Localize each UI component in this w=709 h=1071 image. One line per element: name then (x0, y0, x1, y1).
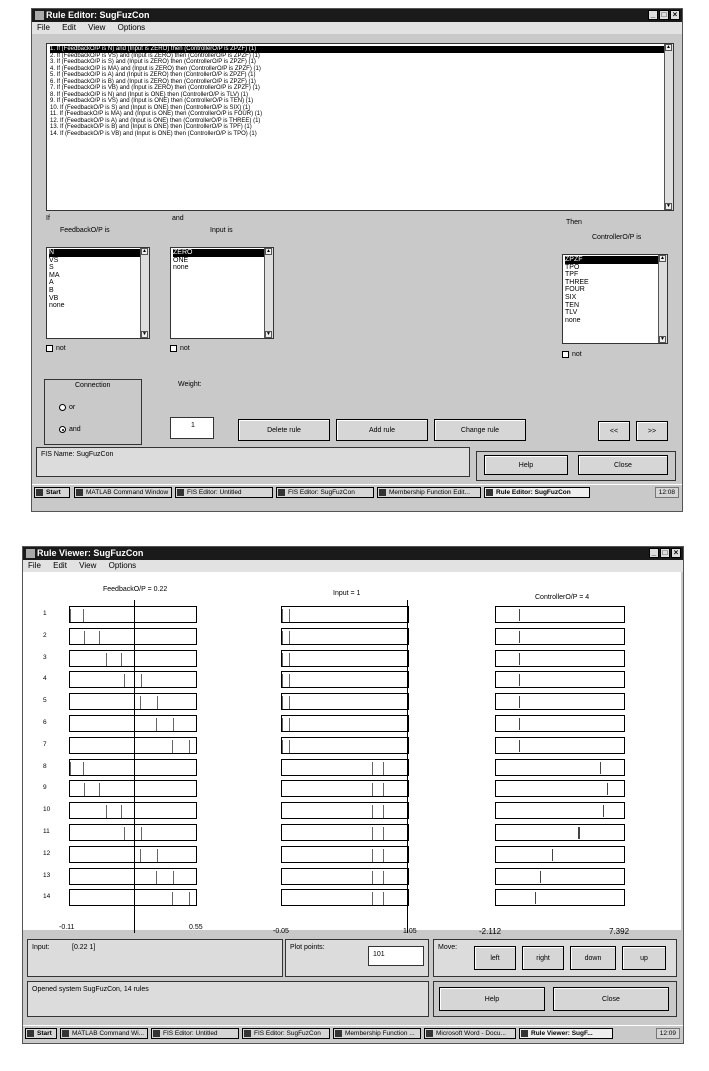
plot-points-panel (285, 939, 429, 977)
rule-item[interactable]: 1. If (FeedbackO/P is N) and (Input is ZERO) then (ControllerO/P is ZPZF) (1) (50, 46, 670, 53)
list-item[interactable]: MA (49, 271, 60, 279)
controller-mf-plot (495, 780, 625, 797)
move-panel (433, 939, 677, 977)
matlab-icon (76, 489, 83, 496)
menu-view[interactable]: View (88, 23, 106, 32)
mf-shape (282, 609, 290, 622)
mf-shape (372, 783, 384, 796)
connection-label: Connection (75, 382, 111, 389)
rule-item[interactable]: 9. If (FeedbackO/P is VS) and (Input is ONE) then (ControllerO/P is TEN) (1) (50, 98, 254, 104)
weight-input[interactable] (170, 417, 214, 439)
input-mf-plot (281, 737, 409, 754)
input-mf-plot (281, 606, 409, 623)
feedback-mf-plot (69, 868, 197, 885)
feedback-mf-plot (69, 846, 197, 863)
rule-item[interactable]: 12. If (FeedbackO/P is A) and (Input is ONE) then (ControllerO/P is THREE) (1) (50, 117, 261, 124)
mf-shape (84, 783, 100, 796)
move-label: Move: (438, 944, 458, 951)
mf-shape (372, 827, 384, 840)
mf-shape (70, 609, 84, 622)
controller-header: ControllerO/P = 4 (535, 594, 590, 601)
rule-row-number: 12 (43, 849, 51, 857)
mf-shape (140, 696, 158, 709)
controller-output-line (519, 674, 520, 686)
feedback-mf-plot (69, 606, 197, 623)
input-not-checkbox[interactable] (170, 345, 177, 352)
controller-mf-plot (495, 889, 625, 906)
scroll-up-icon[interactable]: ▲ (142, 248, 147, 254)
controller-output-line (535, 892, 536, 904)
controller-scrollbar[interactable] (658, 255, 667, 343)
list-item[interactable]: ZPZF (565, 256, 665, 264)
change-rule-button[interactable]: Change rule (434, 419, 526, 441)
list-item[interactable]: N (49, 249, 147, 257)
move-left-button[interactable]: left (474, 946, 516, 970)
mf-shape (70, 762, 84, 775)
feedback-mf-plot (69, 628, 197, 645)
controller-not-label: not (572, 351, 582, 358)
mf-shape (124, 674, 142, 687)
mf-shape (282, 631, 290, 644)
rule-row-number: 14 (43, 893, 51, 901)
controller-output-line (578, 827, 580, 839)
controller-mf-plot (495, 802, 625, 819)
rule-row-number: 9 (43, 784, 47, 792)
taskbar-clock: 12:08 (655, 487, 679, 498)
scroll-up-icon[interactable]: ▲ (660, 255, 665, 261)
controller-mf-plot (495, 737, 625, 754)
plot-points-value: 101 (373, 951, 385, 958)
list-item[interactable]: TPO (565, 263, 580, 271)
move-right-button[interactable]: right (522, 946, 564, 970)
mf-shape (282, 718, 290, 731)
mf-shape (140, 849, 158, 862)
taskbar-item-matlab[interactable]: MATLAB Command Window (74, 487, 172, 498)
taskbar-item-fis-untitled[interactable]: FIS Editor: Untitled (175, 487, 273, 498)
menu-edit[interactable]: Edit (53, 561, 67, 570)
taskbar-item-mf-editor[interactable]: Membership Function Edit... (377, 487, 481, 498)
rule-editor-window (31, 8, 683, 512)
menu-file[interactable]: File (28, 561, 41, 570)
scroll-down-icon[interactable]: ▼ (266, 331, 271, 337)
controller-output-line (552, 849, 553, 861)
mf-shape (172, 740, 190, 753)
rule-row-number: 1 (43, 610, 47, 617)
status-text: Opened system SugFuzCon, 14 rules (32, 986, 149, 993)
rule-row-number: 4 (43, 675, 47, 683)
scroll-up-icon[interactable]: ▲ (666, 44, 671, 50)
fis-name-panel (36, 447, 470, 477)
feedback-axis-max: 0.55 (189, 924, 203, 931)
feedback-not-label: not (56, 345, 66, 352)
scroll-down-icon[interactable]: ▼ (660, 336, 665, 342)
input-panel (27, 939, 283, 977)
scroll-down-icon[interactable]: ▼ (666, 203, 671, 209)
taskbar-clock: 12:09 (656, 1028, 680, 1039)
rule-row-number: 2 (43, 631, 47, 639)
rule-item[interactable]: 8. If (FeedbackO/P is N) and (Input is ONE) then (ControllerO/P is TLV) (1) (50, 91, 248, 98)
list-item[interactable]: ZERO (173, 249, 271, 257)
input-axis-max: 1.05 (403, 928, 417, 935)
maximize-icon[interactable]: □ (660, 548, 670, 558)
rule-row-number: 10 (43, 806, 51, 814)
viewer-close-button[interactable]: Close (553, 987, 669, 1011)
mf-shape (372, 871, 384, 884)
list-item[interactable]: THREE (565, 278, 589, 286)
feedback-header: FeedbackO/P = 0.22 (103, 586, 168, 593)
input-value[interactable]: [0.22 1] (72, 944, 96, 951)
list-item[interactable]: ONE (173, 256, 189, 264)
fis-icon (486, 489, 493, 496)
feedback-axis-min: -0.11 (59, 924, 75, 931)
taskbar-item-mf[interactable]: Membership Function ... (333, 1028, 421, 1039)
input-scrollbar[interactable] (264, 248, 273, 338)
taskbar-item-matlab[interactable]: MATLAB Command Wi... (60, 1028, 148, 1039)
taskbar-item-rule-editor[interactable]: Rule Editor: SugFuzCon (484, 487, 590, 498)
rule-list[interactable] (46, 43, 674, 211)
rule-row-number: 11 (43, 828, 50, 835)
windows-icon (36, 489, 43, 496)
mf-shape (372, 762, 384, 775)
feedback-mf-plot (69, 802, 197, 819)
controller-axis-min: -2.112 (479, 927, 502, 936)
matlab-icon (35, 11, 44, 20)
taskbar-item-fis-sugfuzcon[interactable]: FIS Editor: SugFuzCon (242, 1028, 330, 1039)
rule-item[interactable]: 6. If (FeedbackO/P is B) and (Input is ZERO) then (ControllerO/P is ZPZF) (1) (50, 78, 256, 85)
editor-menubar (32, 22, 682, 34)
controller-mf-plot (495, 606, 625, 623)
rule-item[interactable]: 5. If (FeedbackO/P is A) and (Input is ZERO) then (ControllerO/P is ZPZF) (1) (50, 72, 256, 78)
input-mf-plot (281, 693, 409, 710)
move-down-button[interactable]: down (570, 946, 616, 970)
input-input-line (407, 600, 408, 933)
controller-mf-plot (495, 650, 625, 667)
controller-listbox[interactable] (562, 254, 668, 344)
controller-mf-plot (495, 846, 625, 863)
input-mf-plot (281, 846, 409, 863)
move-up-button[interactable]: up (622, 946, 666, 970)
input-mf-plot (281, 889, 409, 906)
feedback-mf-plot (69, 693, 197, 710)
taskbar-item-fis-sugfuzcon[interactable]: FIS Editor: SugFuzCon (276, 487, 374, 498)
editor-title: Rule Editor: SugFuzCon (46, 10, 150, 20)
feedback-mf-plot (69, 759, 197, 776)
list-item[interactable]: none (565, 316, 581, 324)
feedback-input-line (134, 600, 135, 933)
input-axis-min: -0.05 (273, 928, 289, 935)
list-item[interactable]: A (49, 279, 54, 287)
mf-shape (372, 849, 384, 862)
feedback-mf-plot (69, 671, 197, 688)
rule-row-number: 7 (43, 740, 47, 748)
rule-row-number: 8 (43, 762, 47, 770)
fis-icon (244, 1030, 251, 1037)
plot-points-input[interactable] (368, 946, 424, 966)
minimize-icon[interactable]: _ (649, 548, 659, 558)
list-item[interactable]: TPF (565, 271, 579, 279)
rule-viewer-window (22, 546, 684, 1044)
controller-mf-plot (495, 868, 625, 885)
rule-item[interactable]: 13. If (FeedbackO/P is B) and (Input is ONE) then (ControllerO/P is TPF) (1) (50, 124, 252, 130)
controller-mf-plot (495, 693, 625, 710)
input-mf-plot (281, 650, 409, 667)
controller-output-line (519, 740, 520, 752)
feedback-mf-plot (69, 780, 197, 797)
editor-titlebar[interactable] (32, 9, 682, 22)
list-item[interactable]: none (173, 264, 189, 272)
status-panel (27, 981, 429, 1017)
feedback-scrollbar[interactable] (140, 248, 149, 338)
mf-shape (156, 871, 174, 884)
menu-edit[interactable]: Edit (62, 23, 76, 32)
list-item[interactable]: SIX (565, 293, 577, 301)
if-label: If (46, 215, 50, 222)
menu-options[interactable]: Options (108, 561, 137, 570)
weight-value: 1 (191, 422, 195, 429)
plot-points-label: Plot points: (290, 944, 325, 951)
feedback-not-checkbox[interactable] (46, 345, 53, 352)
feedback-mf-plot (69, 715, 197, 732)
feedback-label: FeedbackO/P is (60, 227, 110, 234)
mf-shape (124, 827, 142, 840)
fis-icon (278, 489, 285, 496)
mf-shape (372, 805, 384, 818)
feedback-mf-plot (69, 737, 197, 754)
close-icon[interactable]: × (670, 10, 680, 20)
next-button[interactable]: >> (636, 421, 668, 441)
start-button[interactable]: Start (34, 487, 70, 498)
or-radio[interactable] (59, 404, 66, 411)
editor-taskbar (32, 484, 682, 500)
taskbar-item-word[interactable]: Microsoft Word - Docu... (424, 1028, 516, 1039)
connection-group (44, 379, 142, 445)
rule-item[interactable]: 2. If (FeedbackO/P is VS) and (Input is ZERO) then (ControllerO/P is ZPZF) (1) (50, 52, 260, 59)
fis-icon (177, 489, 184, 496)
viewer-title: Rule Viewer: SugFuzCon (37, 548, 144, 558)
rule-item[interactable]: 10. If (FeedbackO/P is S) and (Input is ONE) then (ControllerO/P is SIX) (1) (50, 104, 251, 111)
rule-item[interactable]: 11. If (FeedbackO/P is MA) and (Input is ONE) then (ControllerO/P is FOUR) (1) (50, 111, 263, 117)
menu-options[interactable]: Options (117, 23, 146, 32)
mf-shape (372, 892, 384, 905)
help-button[interactable]: Help (484, 455, 568, 475)
menu-file[interactable]: File (37, 23, 50, 32)
list-item[interactable]: TEN (565, 301, 579, 309)
list-item[interactable]: S (49, 264, 54, 272)
scroll-up-icon[interactable]: ▲ (266, 248, 271, 254)
add-rule-button[interactable]: Add rule (336, 419, 428, 441)
rule-item[interactable]: 3. If (FeedbackO/P is S) and (Input is ZERO) then (ControllerO/P is ZPZF) (1) (50, 59, 256, 65)
controller-label: ControllerO/P is (592, 234, 642, 241)
viewer-menubar (23, 560, 683, 572)
controller-mf-plot (495, 671, 625, 688)
close-button[interactable]: Close (578, 455, 668, 475)
rule-item[interactable]: 4. If (FeedbackO/P is MA) and (Input is ZERO) then (ControllerO/P is ZPZF) (1) (50, 65, 261, 72)
feedback-mf-plot (69, 650, 197, 667)
mf-shape (282, 653, 290, 666)
fis-name: FIS Name: SugFuzCon (41, 451, 114, 458)
fis-icon (335, 1030, 342, 1037)
fis-icon (379, 489, 386, 496)
controller-output-line (600, 762, 601, 774)
or-label: or (69, 404, 76, 411)
menu-view[interactable]: View (79, 561, 97, 570)
mf-shape (282, 740, 290, 753)
mf-shape (172, 892, 190, 905)
maximize-icon[interactable]: □ (659, 10, 669, 20)
fis-icon (153, 1030, 160, 1037)
input-label: Input: (32, 944, 50, 951)
rule-list-scrollbar[interactable] (664, 44, 673, 210)
controller-mf-plot (495, 759, 625, 776)
viewer-help-button[interactable]: Help (439, 987, 545, 1011)
mf-shape (106, 805, 122, 818)
controller-output-line (519, 718, 520, 730)
taskbar-item-fis-untitled[interactable]: FIS Editor: Untitled (151, 1028, 239, 1039)
controller-output-line (519, 653, 520, 665)
mf-shape (156, 718, 174, 731)
feedback-mf-plot (69, 889, 197, 906)
controller-mf-plot (495, 824, 625, 841)
controller-mf-plot (495, 628, 625, 645)
rule-row-number: 13 (43, 871, 51, 879)
matlab-icon (62, 1030, 69, 1037)
input-mf-plot (281, 671, 409, 688)
list-item[interactable]: B (49, 286, 54, 294)
controller-not-checkbox[interactable] (562, 351, 569, 358)
list-item[interactable]: VS (49, 256, 59, 264)
weight-label: Weight: (178, 381, 202, 388)
viewer-titlebar[interactable] (23, 547, 683, 560)
input-header: Input = 1 (333, 590, 361, 597)
input-mf-plot (281, 715, 409, 732)
mf-shape (84, 631, 100, 644)
controller-output-line (519, 696, 520, 708)
controller-mf-plot (495, 715, 625, 732)
close-icon[interactable]: × (671, 548, 681, 558)
input-mf-plot (281, 628, 409, 645)
controller-output-line (519, 609, 520, 621)
matlab-icon (26, 549, 35, 558)
list-item[interactable]: TLV (565, 309, 578, 317)
list-item[interactable]: none (49, 302, 65, 310)
rule-item[interactable]: 14. If (FeedbackO/P is VB) and (Input is ONE) then (ControllerO/P is TPO) (1) (50, 130, 257, 137)
input-not-label: not (180, 345, 190, 352)
rule-row-number: 6 (43, 719, 47, 726)
viewer-taskbar (23, 1025, 683, 1041)
feedback-mf-plot (69, 824, 197, 841)
and-radio[interactable] (59, 426, 66, 433)
controller-output-line (540, 871, 541, 883)
and-label: and (172, 215, 184, 222)
input-mf-plot (281, 780, 409, 797)
input-label: Input is (210, 227, 233, 234)
rule-row-number: 3 (43, 653, 47, 661)
list-item[interactable]: VB (49, 294, 59, 302)
input-listbox[interactable] (170, 247, 274, 339)
start-button[interactable]: Start (25, 1028, 57, 1039)
scroll-down-icon[interactable]: ▼ (142, 331, 147, 337)
word-icon (426, 1030, 433, 1037)
rule-row-number: 5 (43, 697, 47, 705)
input-mf-plot (281, 802, 409, 819)
input-mf-plot (281, 868, 409, 885)
windows-icon (27, 1030, 34, 1037)
and-radio-label: and (69, 426, 81, 433)
controller-axis-max: 7.392 (609, 927, 630, 936)
taskbar-item-rule-viewer[interactable]: Rule Viewer: SugF... (519, 1028, 613, 1039)
controller-output-line (603, 805, 604, 817)
input-mf-plot (281, 759, 409, 776)
controller-output-line (519, 631, 520, 643)
feedback-listbox[interactable] (46, 247, 150, 339)
input-mf-plot (281, 824, 409, 841)
list-item[interactable]: FOUR (565, 286, 585, 294)
controller-output-line (607, 783, 608, 795)
mf-shape (106, 653, 122, 666)
rule-item[interactable]: 7. If (FeedbackO/P is VB) and (Input is ZERO) then (ControllerO/P is ZPZF) (1) (50, 85, 260, 91)
minimize-icon[interactable]: _ (648, 10, 658, 20)
then-label: Then (566, 219, 582, 226)
delete-rule-button[interactable]: Delete rule (238, 419, 330, 441)
fis-icon (521, 1030, 528, 1037)
mf-shape (282, 696, 290, 709)
mf-shape (282, 674, 290, 687)
prev-button[interactable]: << (598, 421, 630, 441)
